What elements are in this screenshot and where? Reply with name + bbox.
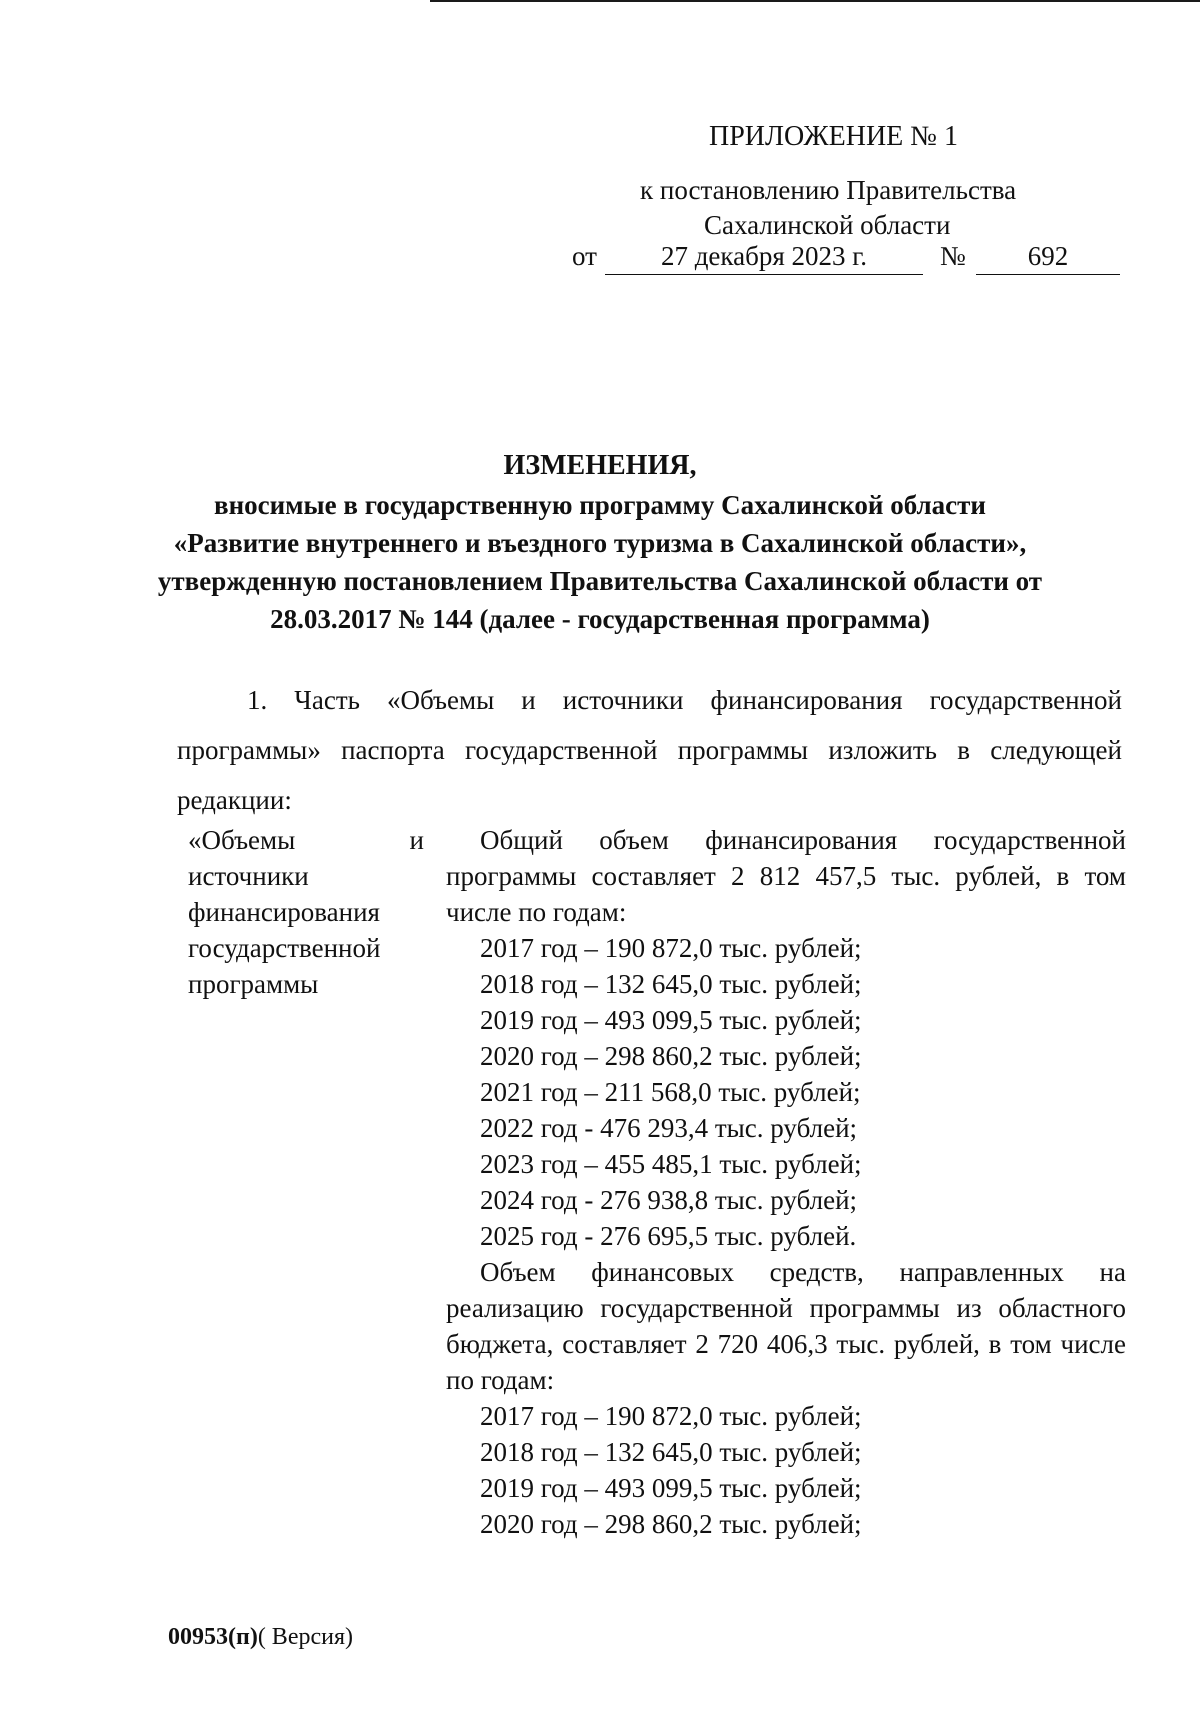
- document-version: ( Версия): [257, 1624, 353, 1650]
- total-financing-text: Общий объем финансирования государственной программы составляет 2 812 457,5 тыс. рублей, в том числе по годам:: [446, 825, 1126, 927]
- document-title: [150, 446, 1050, 638]
- resolution-date: 27 декабря 2023 г.: [605, 238, 923, 275]
- year-line: 2017 год – 190 872,0 тыс. рублей;: [480, 1401, 862, 1431]
- table-label-and: и: [409, 825, 424, 855]
- title-line: утвержденную постановлением Правительства Сахалинской области от: [157, 566, 1043, 596]
- year-line: 2021 год – 211 568,0 тыс. рублей;: [480, 1077, 861, 1107]
- table-label-line: источники: [188, 861, 309, 891]
- title-line: «Развитие внутреннего и въездного туризма в Сахалинской области»,: [173, 528, 1027, 558]
- year-line: 2020 год – 298 860,2 тыс. рублей;: [480, 1509, 862, 1539]
- document-code: 00953(п): [168, 1624, 258, 1650]
- year-line: 2020 год – 298 860,2 тыс. рублей;: [480, 1041, 862, 1071]
- resolution-number: 692: [976, 238, 1120, 275]
- paragraph-1: 1. Часть «Объемы и источники финансирования государственной программы» паспорта государственной программы изложить в следующей редакции:: [177, 685, 1122, 815]
- year-line: 2019 год – 493 099,5 тыс. рублей;: [480, 1473, 862, 1503]
- document-footer: [168, 1622, 353, 1652]
- title-main: ИЗМЕНЕНИЯ,: [503, 450, 697, 481]
- regional-financing-text: Объем финансовых средств, направленных на реализацию государственной программы из областного бюджета, составляет 2 720 406,3 тыс. рублей, в том числе по годам:: [446, 1257, 1126, 1395]
- year-line: 2024 год - 276 938,8 тыс. рублей;: [480, 1185, 858, 1215]
- table-content-column: [446, 822, 1126, 1542]
- table-label-first: «Объемы: [188, 825, 296, 855]
- year-line: 2018 год – 132 645,0 тыс. рублей;: [480, 969, 862, 999]
- appendix-title: ПРИЛОЖЕНИЕ № 1: [709, 121, 958, 152]
- year-line: 2019 год – 493 099,5 тыс. рублей;: [480, 1005, 862, 1035]
- year-line: 2017 год – 190 872,0 тыс. рублей;: [480, 933, 862, 963]
- table-label-line: программы: [188, 969, 319, 999]
- table-label-line: финансирования: [188, 897, 380, 927]
- year-line: 2018 год – 132 645,0 тыс. рублей;: [480, 1437, 862, 1467]
- year-line: 2023 год – 455 485,1 тыс. рублей;: [480, 1149, 862, 1179]
- year-line: 2022 год - 476 293,4 тыс. рублей;: [480, 1113, 858, 1143]
- table-label-first-row: [188, 822, 424, 858]
- table-label-line: государственной: [188, 933, 381, 963]
- date-label: от: [572, 241, 597, 271]
- year-line: 2025 год - 276 695,5 тыс. рублей.: [480, 1221, 857, 1251]
- top-border-line: [430, 0, 1200, 2]
- number-label: №: [940, 241, 966, 271]
- table-label-column: [188, 822, 424, 1002]
- region-line: Сахалинской области: [704, 210, 951, 240]
- resolution-line: к постановлению Правительства: [640, 175, 1017, 205]
- title-line: 28.03.2017 № 144 (далее - государственная программа): [270, 604, 930, 634]
- title-line: вносимые в государственную программу Сахалинской области: [213, 490, 986, 520]
